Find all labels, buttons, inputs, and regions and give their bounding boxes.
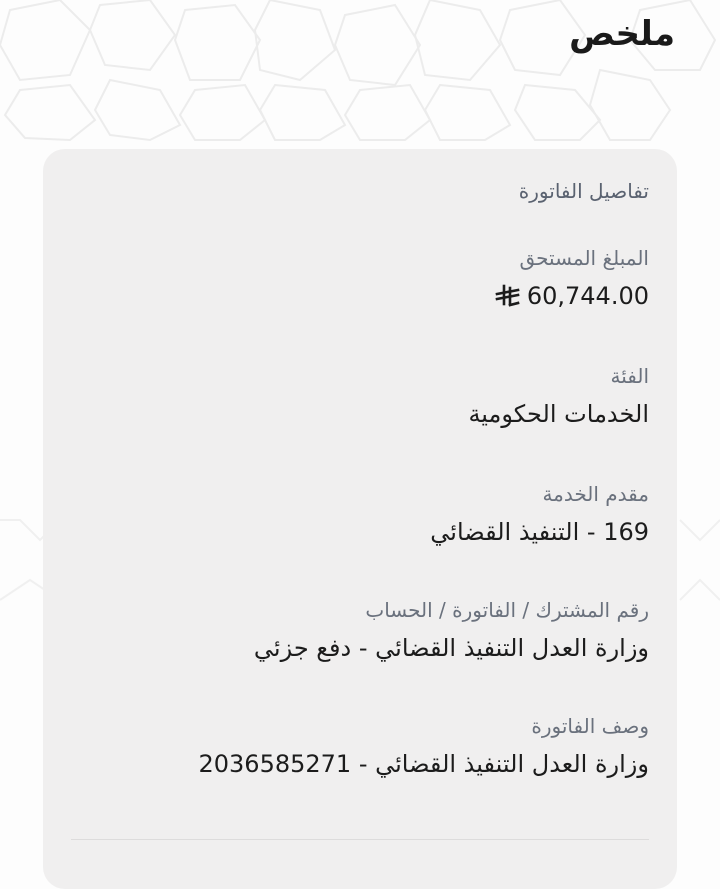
amount-due-value: 60,744.00 <box>526 282 649 310</box>
subscriber-number-field <box>254 595 649 665</box>
category-value: الخدمات الحكومية <box>468 400 649 428</box>
amount-due-value-row <box>495 279 649 317</box>
page-title: ملخص <box>569 14 675 54</box>
invoice-details-heading: تفاصيل الفاتورة <box>518 179 649 203</box>
amount-due-label: المبلغ المستحق <box>519 246 649 270</box>
invoice-description-label: وصف الفاتورة <box>531 714 649 738</box>
subscriber-number-value: وزارة العدل التنفيذ القضائي - دفع جزئي <box>253 634 649 662</box>
saudi-riyal-icon <box>495 284 521 308</box>
service-provider-value: 169 - التنفيذ القضائي <box>430 518 649 546</box>
card-divider <box>71 839 649 840</box>
subscriber-number-label: رقم المشترك / الفاتورة / الحساب <box>365 598 649 622</box>
category-field <box>468 361 649 431</box>
amount-due-field <box>495 243 649 317</box>
invoice-description-value: وزارة العدل التنفيذ القضائي - 2036585271 <box>198 750 649 778</box>
service-provider-field <box>430 479 649 549</box>
invoice-description-field <box>199 711 650 781</box>
category-label: الفئة <box>610 364 649 388</box>
service-provider-label: مقدم الخدمة <box>542 482 649 506</box>
invoice-summary-card <box>43 149 677 889</box>
